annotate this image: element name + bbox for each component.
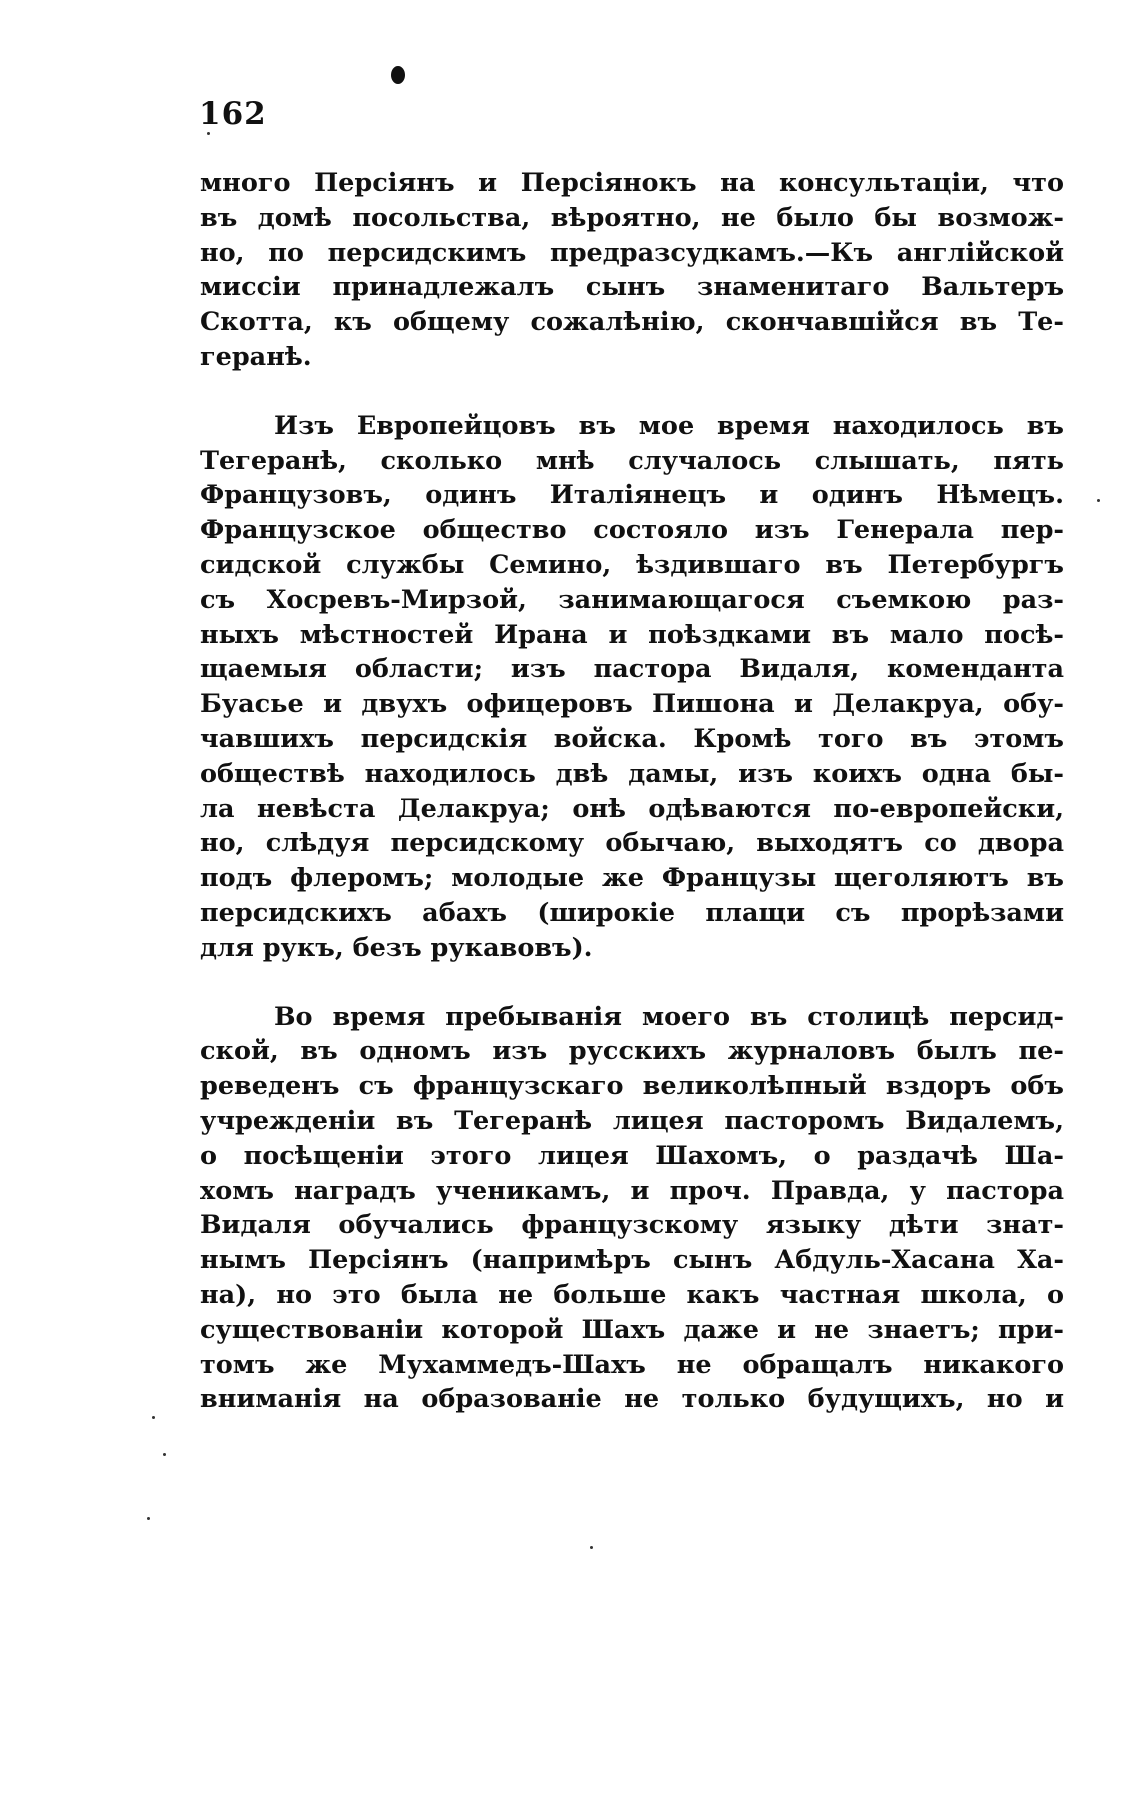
text-line: сидской службы Семино, ѣздившаго въ Петербургъ: [200, 549, 1064, 580]
page-number: 162: [199, 96, 267, 132]
text-line: Тегеранѣ, сколько мнѣ случалось слышать, пять: [200, 445, 1064, 476]
text-line: для рукъ, безъ рукавовъ).: [200, 932, 593, 963]
text-line: реведенъ съ французскаго великолѣпный вздоръ объ: [200, 1071, 1064, 1102]
text-line: Изъ Европейцовъ въ мое время находилось въ: [274, 410, 1064, 441]
text-line: персидскихъ абахъ (широкіе плащи съ прорѣзами: [200, 897, 1064, 928]
speck-mark: [207, 132, 210, 135]
text-line: вниманія на образованіе не только будущихъ, но и: [200, 1384, 1064, 1415]
text-line: въ домѣ посольства, вѣроятно, не было бы возмож-: [200, 202, 1064, 233]
text-line: Французовъ, одинъ Италіянецъ и одинъ Нѣмецъ.: [200, 480, 1064, 511]
paragraph: [200, 1000, 1064, 1418]
text-line: много Персіянъ и Персіянокъ на консультаціи, что: [200, 168, 1064, 198]
body-text: [200, 166, 1064, 1451]
text-line: Скотта, къ общему сожалѣнію, скончавшійся въ Те-: [200, 307, 1064, 338]
speck-mark: [590, 1546, 593, 1549]
paragraph: [200, 166, 1064, 375]
text-line: о посѣщеніи этого лицея Шахомъ, о раздачѣ Ша-: [200, 1140, 1064, 1171]
text-line: ской, въ одномъ изъ русскихъ журналовъ былъ пе-: [200, 1036, 1064, 1067]
text-line: ныхъ мѣстностей Ирана и поѣздками въ мало посѣ-: [200, 619, 1064, 650]
text-line: щаемыя области; изъ пастора Видаля, коменданта: [200, 654, 1064, 685]
text-line: на), но это была не больше какъ частная школа, о: [200, 1279, 1064, 1310]
text-line: хомъ наградъ ученикамъ, и проч. Правда, у пастора: [200, 1175, 1064, 1206]
text-line: Французское общество состояло изъ Генерала пер-: [200, 515, 1064, 546]
text-line: миссіи принадлежалъ сынъ знаменитаго Вальтеръ: [200, 272, 1064, 303]
text-line: съ Хосревъ-Мирзой, занимающагося съемкою раз-: [200, 584, 1064, 615]
speck-mark: [163, 1453, 166, 1456]
speck-mark: [1097, 499, 1100, 502]
speck-mark: [147, 1517, 150, 1520]
text-line: Буасье и двухъ офицеровъ Пишона и Делакруа, обу-: [200, 689, 1064, 720]
text-line: учрежденіи въ Тегеранѣ лицея пасторомъ Видалемъ,: [200, 1105, 1064, 1136]
text-line: геранѣ.: [200, 341, 312, 372]
text-line: ла невѣста Делакруа; онѣ одѣваются по-европейски,: [200, 793, 1064, 824]
text-line: подъ флеромъ; молодые же Французы щеголяютъ въ: [200, 863, 1064, 894]
paragraph: [200, 409, 1064, 966]
ink-blot: [391, 66, 405, 84]
text-line: но, слѣдуя персидскому обычаю, выходятъ со двора: [200, 828, 1064, 859]
text-line: но, по персидскимъ предразсудкамъ.—Къ англійской: [200, 237, 1064, 268]
text-line: чавшихъ персидскія войска. Кромѣ того въ этомъ: [200, 723, 1064, 754]
text-line: Видаля обучались французскому языку дѣти знат-: [200, 1210, 1064, 1241]
text-line: томъ же Мухаммедъ-Шахъ не обращалъ никакого: [200, 1349, 1064, 1380]
speck-mark: [152, 1416, 155, 1419]
text-line: существованіи которой Шахъ даже и не знаетъ; при-: [200, 1314, 1064, 1345]
text-line: Во время пребыванія моего въ столицѣ персид-: [274, 1001, 1064, 1032]
text-line: нымъ Персіянъ (напримѣръ сынъ Абдуль-Хасана Ха-: [200, 1245, 1064, 1276]
text-line: обществѣ находилось двѣ дамы, изъ коихъ одна бы-: [200, 758, 1064, 789]
